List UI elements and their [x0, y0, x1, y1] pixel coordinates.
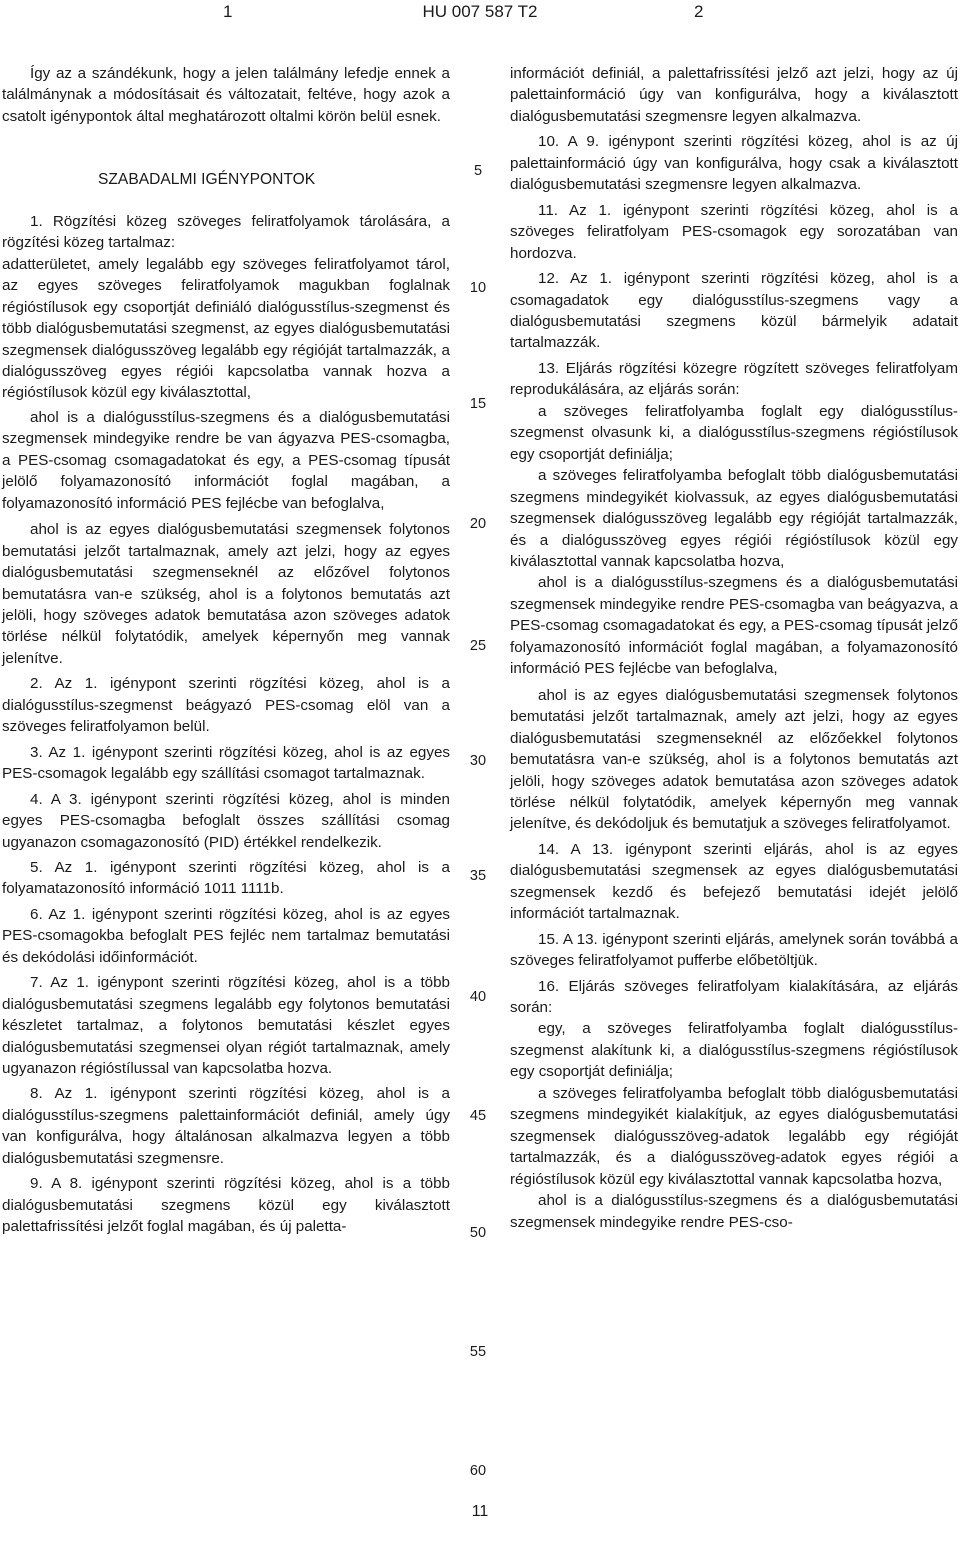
claim-2: 2. Az 1. igénypont szerinti rögzítési közeg, ahol is a dialógusstílus-szegmenst beágyazó PES-csomag elöl van a szöveges feliratfolyamon belül. [2, 675, 450, 736]
claim-16-part-a: egy, a szöveges feliratfolyamba foglalt dialógusstílus-szegmenst alakítunk ki, a dialógusstílus-szegmens régióstílusok egy csoportját definiálja; [510, 1020, 958, 1081]
left-column [2, 63, 450, 1238]
claim-6: 6. Az 1. igénypont szerinti rögzítési közeg, ahol is az egyes PES-csomagokba befoglalt PES fejléc nem tartalmaz bemutatási és dekódolási időinformációt. [2, 905, 450, 966]
line-number: 30 [469, 753, 487, 769]
footer-page-number: 11 [471, 1503, 489, 1520]
claim-5: 5. Az 1. igénypont szerinti rögzítési közeg, ahol is a folyamatazonosító információ 1011 1111b. [2, 858, 450, 898]
line-number: 55 [469, 1344, 487, 1360]
line-number: 25 [469, 638, 487, 654]
claim-4: 4. A 3. igénypont szerinti rögzítési közeg, ahol is minden egyes PES-csomagba befoglalt összes szállítási csomag ugyanazon csomagazonosító (PID) értékkel rendelkezik. [2, 790, 450, 851]
claim-1-part-b: ahol is a dialógusstílus-szegmens és a dialógusbemutatási szegmensek mindegyike rendre be van ágyazva PES-csomagba, a PES-csomag csomagadatokat és egy, a PES-csomag típusát jelölő folyamazonosító információt foglal magában, a folyamazonosító információ PES fejlécbe van befoglalva, [2, 408, 450, 512]
line-number: 5 [473, 163, 483, 179]
line-number: 45 [469, 1108, 487, 1124]
claim-11: 11. Az 1. igénypont szerinti rögzítési közeg, ahol is a szöveges feliratfolyam PES-csomagok egy sorozatában van hordozva. [510, 201, 958, 262]
document-id: HU 007 587 T2 [422, 2, 538, 21]
intro-paragraph: Így az a szándékunk, hogy a jelen találmány lefedje ennek a találmánynak a módosításait és változatait, feltéve, hogy azok a csatolt igénypontok által meghatározott oltalmi körön belül esnek. [2, 65, 450, 125]
claim-13-part-c: ahol is a dialógusstílus-szegmens és a dialógusbemutatási szegmensek mindegyike rendre PES-csomagba van beágyazva, a PES-csomag csomagadatokat és egy, a PES-csomag típusát jelző folyamazonosító információt foglal magában, a folyamazonosító információ PES fejlécbe van befoglalva, [510, 574, 958, 678]
line-number: 20 [469, 516, 487, 532]
line-number: 60 [469, 1463, 487, 1479]
claim-16-part-c: ahol is a dialógusstílus-szegmens és a dialógusbemutatási szegmensek mindegyike rendre PES-cso- [510, 1192, 958, 1231]
claim-13-part-b: a szöveges feliratfolyamba befoglalt több dialógusbemutatási szegmens mindegyikét kiolvassuk, az egyes dialógusbemutatási szegmensek dialógusszöveg legalább egy régióját tartalmazzák, és a dialógusszöveg egyes régiói régióstílusok közül egy kiválasztottal vannak kapcsolatba hozva, [510, 467, 958, 570]
claim-7: 7. Az 1. igénypont szerinti rögzítési közeg, ahol is a több dialógusbemutatási szegmens legalább egy folytonos bemutatási készletet tartalmaz, a folytonos bemutatási készlet egyes dialógusbemutatási szegmensei olyan régiót tartalmaznak, amely ugyanazon régióstílussal van kapcsolatba hozva. [2, 974, 450, 1078]
page-number-right: 2 [694, 2, 704, 21]
claim-13-part-a: a szöveges feliratfolyamba foglalt egy dialógusstílus-szegmenst olvasunk ki, a dialógusstílus-szegmens régióstílusok egy csoportját definiálja; [510, 402, 958, 463]
claim-1-part-a: adatterületet, amely legalább egy szöveges feliratfolyamot tárol, az egyes szöveges feliratfolyamok magukban foglalnak régióstílusok egy csoportját definiáló dialógusstílus-szegmenst és több dialógusbemutatási szegmenst, az egyes dialógusbemutatási szegmensek dialógusszöveg legalább egy régióját tartalmazzák, a dialógusszöveg egyes régiói kapcsolatba vannak hozva a régióstílusok közül egy kiválasztottal, [2, 255, 450, 402]
claim-15: 15. A 13. igénypont szerinti eljárás, amelynek során továbbá a szöveges feliratfolyamot pufferbe előbetöltjük. [510, 930, 958, 970]
claim-10: 10. A 9. igénypont szerinti rögzítési közeg, ahol is az új palettainformáció úgy van konfigurálva, hogy csak a kiválasztott dialógusbemutatási szegmensre legyen alkalmazva. [510, 133, 958, 194]
line-number: 15 [469, 396, 487, 412]
claim-9: 9. A 8. igénypont szerinti rögzítési közeg, ahol is a több dialógusbemutatási szegmens közül egy kiválasztott palettafrissítési jelzőt foglal magában, és új paletta- [2, 1175, 450, 1236]
claim-13-part-d: ahol is az egyes dialógusbemutatási szegmensek folytonos bemutatási jelzőt tartalmaznak, amely azt jelzi, hogy az egyes dialógusbemutatási szegmenseknél az előzőekkel folytonos bemutatásra van-e szükség, ahol is a folytonos bemutatás azt jelöli, hogy szöveges adatok bemutatása azon szöveges adatok törlése nélkül folytatódik, amelyek képernyőn meg vannak jelenítve, és dekódoljuk és bemutatjuk a szöveges feliratfolyamot. [510, 686, 958, 833]
claim-1-intro: 1. Rögzítési közeg szöveges feliratfolyamok tárolására, a rögzítési közeg tartalmaz: [2, 212, 450, 252]
claim-8: 8. Az 1. igénypont szerinti rögzítési közeg, ahol is a dialógusstílus-szegmens palettainformációt definiál, amely úgy van konfigurálva, hogy általánosan alkalmazva legyen a több dialógusbemutatási szegmensre. [2, 1085, 450, 1167]
line-number: 10 [469, 280, 487, 296]
section-title: SZABADALMI IGÉNYPONTOK [98, 171, 316, 189]
line-number: 50 [469, 1225, 487, 1241]
claim-13-intro: 13. Eljárás rögzítési közegre rögzített szöveges feliratfolyam reprodukálására, az eljárás során: [510, 359, 958, 399]
claim-9-continued: információt definiál, a palettafrissítési jelző azt jelzi, hogy az új palettainformáció úgy van konfigurálva, hogy a kiválasztott dialógusbemutatási szegmensre legyen alkalmazva. [510, 65, 958, 125]
claim-12: 12. Az 1. igénypont szerinti rögzítési közeg, ahol is a csomagadatok egy dialógusstílus-szegmens vagy a dialógusbemutatási szegmens közül bármelyik adatait tartalmazzák. [510, 270, 958, 352]
right-column [510, 63, 958, 1233]
claim-1-part-c: ahol is az egyes dialógusbemutatási szegmensek folytonos bemutatási jelzőt tartalmaznak, amely azt jelzi, hogy az egyes dialógusbemutatási szegmenseknél az előzővel folytonos bemutatásra van-e szükség, ahol is a folytonos bemutatás azt jelöli, hogy szöveges adatok bemutatása azon szöveges adatok törlése nélkül folytatódik, amelyek képernyőn meg vannak jelenítve. [2, 521, 450, 667]
claim-3: 3. Az 1. igénypont szerinti rögzítési közeg, ahol is az egyes PES-csomagok legalább egy szállítási csomagot tartalmaznak. [2, 743, 450, 783]
page-number-left: 1 [223, 2, 233, 21]
line-number: 35 [469, 868, 487, 884]
claim-16-part-b: a szöveges feliratfolyamba befoglalt több dialógusbemutatási szegmens mindegyikét kialakítjuk, az egyes dialógusbemutatási szegmensek dialógusszöveg-adatok legalább egy régióját tartalmazzák, és a dialógusszöveg-adatok egyes régiói a régióstílusok közül egy kiválasztottal vannak kapcsolatba hozva, [510, 1084, 958, 1188]
page-header [0, 0, 960, 30]
claim-14: 14. A 13. igénypont szerinti eljárás, ahol is az egyes dialógusbemutatási szegmensek az egyes dialógusbemutatási szegmensek kezdő és befejező bemutatási idejét jelölő információt tartalmaznak. [510, 840, 958, 923]
line-number: 40 [469, 989, 487, 1005]
claim-16-intro: 16. Eljárás szöveges feliratfolyam kialakítására, az eljárás során: [510, 977, 958, 1017]
